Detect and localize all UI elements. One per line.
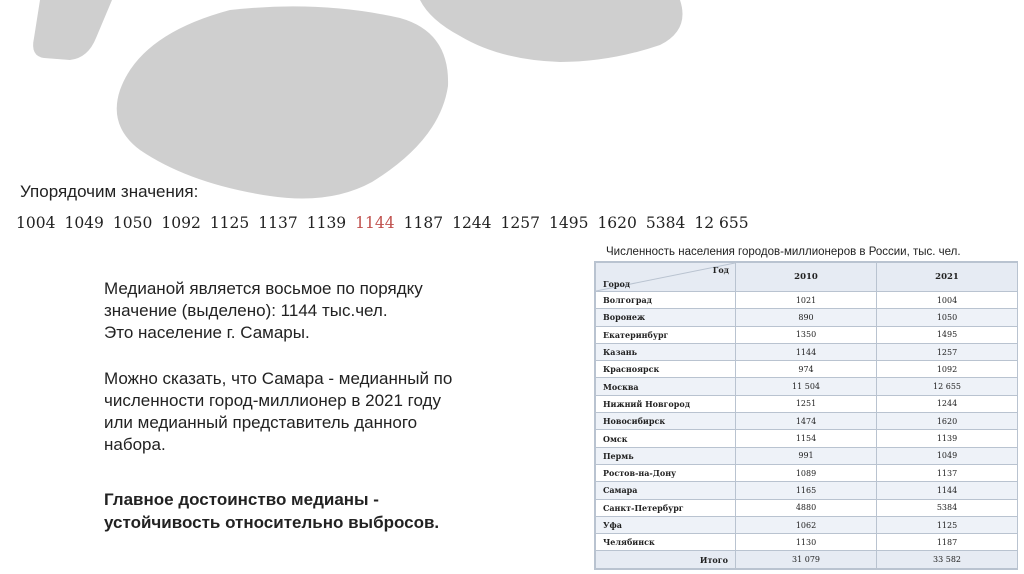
header-year-label: Год [712,265,729,275]
value-2010-cell: 1474 [736,413,877,430]
sorted-value: 1004 [16,214,56,232]
sorted-value: 1257 [500,214,540,232]
table-row [596,378,1018,395]
sorted-value: 1092 [161,214,201,232]
value-2010-cell: 1021 [736,292,877,309]
table-row [596,395,1018,412]
city-cell: Екатеринбург [596,326,736,343]
total-2010: 31 079 [736,551,877,568]
value-2021-cell: 12 655 [877,378,1018,395]
table-row [596,309,1018,326]
table-header-row [596,263,1018,292]
value-2021-cell: 1050 [877,309,1018,326]
sorted-value: 12 655 [694,214,749,232]
table-total-row [596,551,1018,568]
value-2021-cell: 1137 [877,464,1018,481]
value-2010-cell: 1165 [736,482,877,499]
city-cell: Ростов-на-Дону [596,464,736,481]
table-row [596,464,1018,481]
samara-explanation [104,368,524,456]
sorted-value: 5384 [645,214,686,232]
header-city-label: Город [603,279,631,289]
table-row [596,447,1018,464]
table-row [596,292,1018,309]
value-2010-cell: 4880 [736,499,877,516]
value-2021-cell: 1004 [877,292,1018,309]
value-2010-cell: 1251 [736,395,877,412]
value-2021-cell: 1092 [877,361,1018,378]
total-2021: 33 582 [877,551,1018,568]
sorted-values-heading: Упорядочим значения: [20,182,199,201]
value-2010-cell: 1062 [736,516,877,533]
table-row [596,326,1018,343]
table-row [596,413,1018,430]
advantage-line-1: Главное достоинство медианы - [104,490,379,509]
city-cell: Москва [596,378,736,395]
median-explanation [104,278,524,344]
value-2010-cell: 1130 [736,534,877,551]
value-2021-cell: 1125 [877,516,1018,533]
value-2010-cell: 974 [736,361,877,378]
city-cell: Челябинск [596,534,736,551]
table-row [596,343,1018,360]
city-cell: Нижний Новгород [596,395,736,412]
city-cell: Самара [596,482,736,499]
median-line-1: Медианой является восьмое по порядку [104,279,423,298]
sorted-value: 1049 [64,214,104,232]
header-2010: 2010 [736,263,877,292]
median-line-2: значение (выделено): 1144 тыс.чел. [104,301,388,320]
value-2010-cell: 1089 [736,464,877,481]
median-advantage [104,488,524,534]
value-2010-cell: 11 504 [736,378,877,395]
value-2010-cell: 1154 [736,430,877,447]
header-corner-cell [596,263,736,292]
value-2021-cell: 1495 [877,326,1018,343]
sorted-value: 1495 [548,214,589,232]
value-2021-cell: 1139 [877,430,1018,447]
value-2021-cell: 1049 [877,447,1018,464]
value-2021-cell: 1187 [877,534,1018,551]
city-cell: Волгоград [596,292,736,309]
table-row [596,516,1018,533]
value-2021-cell: 5384 [877,499,1018,516]
city-cell: Красноярск [596,361,736,378]
sorted-value: 1050 [112,214,153,232]
table-row [596,499,1018,516]
city-cell: Санкт-Петербург [596,499,736,516]
value-2021-cell: 1620 [877,413,1018,430]
value-2010-cell: 1144 [736,343,877,360]
header-2021: 2021 [877,263,1018,292]
value-2010-cell: 1350 [736,326,877,343]
population-table [594,261,1018,570]
table-row [596,534,1018,551]
table-row [596,482,1018,499]
advantage-line-2: устойчивость относительно выбросов. [104,513,440,532]
value-2021-cell: 1144 [877,482,1018,499]
decorative-shapes [0,0,1024,210]
sorted-value-median: 1144 [355,214,395,232]
sorted-value: 1125 [209,214,250,232]
deco-shape-right [420,0,683,62]
city-cell: Воронеж [596,309,736,326]
value-2021-cell: 1257 [877,343,1018,360]
median-line-3: Это население г. Самары. [104,323,310,342]
city-cell: Уфа [596,516,736,533]
city-cell: Новосибирск [596,413,736,430]
city-cell: Омск [596,430,736,447]
sorted-value: 1139 [306,214,347,232]
samara-line-1: Можно сказать, что Самара - медианный по [104,369,453,388]
sorted-value: 1244 [452,214,492,232]
value-2010-cell: 991 [736,447,877,464]
samara-line-3: или медианный представитель данного [104,413,418,432]
sorted-value: 1137 [258,214,298,232]
table-title: Численность населения городов-миллионеров в России, тыс. чел. [606,246,961,258]
samara-line-2: численности город-миллионер в 2021 году [104,391,441,410]
deco-shape-small [33,0,112,60]
value-2021-cell: 1244 [877,395,1018,412]
table-row [596,361,1018,378]
city-cell: Казань [596,343,736,360]
deco-shape-large [117,6,448,198]
total-label: Итого [596,551,736,568]
table-row [596,430,1018,447]
sorted-values-row [16,214,749,232]
sorted-value: 1187 [403,214,444,232]
value-2010-cell: 890 [736,309,877,326]
city-cell: Пермь [596,447,736,464]
samara-line-4: набора. [104,435,166,454]
sorted-value: 1620 [597,214,637,232]
